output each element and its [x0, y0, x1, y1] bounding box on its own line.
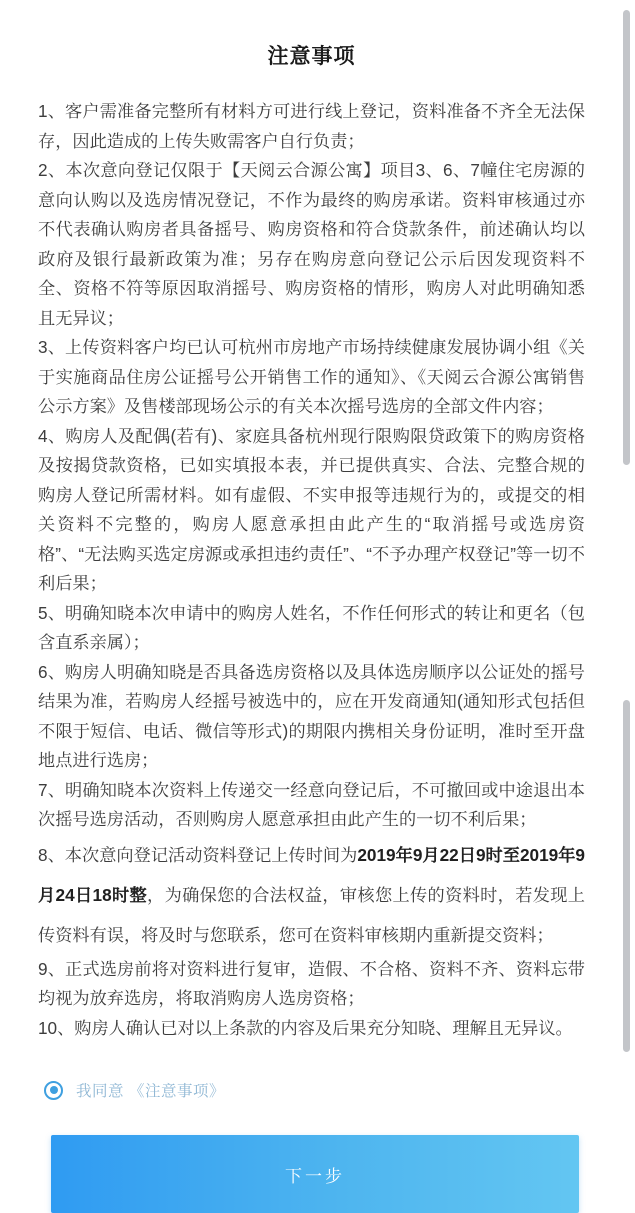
agreement-row[interactable]	[0, 1057, 617, 1101]
term-item: 4、购房人及配偶(若有)、家庭具备杭州现行限购限贷政策下的购房资格及按揭贷款资格，已如实填报本表，并已提供真实、合法、完整合规的购房人登记所需材料。如有虚假、不实申报等违规行为的，或提交的相关资料不完整的，购房人愿意承担由此产生的“取消摇号或选房资格”、“无法购买选定房源或承担违约责任”、“不予办理产权登记”等一切不利后果；	[38, 425, 585, 594]
page-title: 注意事项	[267, 45, 356, 68]
term-item: 9、正式选房前将对资料进行复审，造假、不合格、资料不齐、资料忘带均视为放弃选房，将取消购房人选房资格；	[38, 958, 585, 1009]
agree-label: 我同意	[76, 1083, 125, 1101]
notice-terms-link[interactable]: 《注意事项》	[129, 1083, 226, 1101]
term-item: 2、本次意向登记仅限于【天阅云合源公寓】项目3、6、7幢住宅房源的意向认购以及选房情况登记，不作为最终的购房承诺。资料审核通过亦不代表确认购房者具备摇号、购房资格和符合贷款条件，前述确认均以政府及银行最新政策为准；另存在购房意向登记公示后因发现资料不全、资格不符等原因取消摇号、购房资格的情形，购房人对此明确知悉且无异议；	[38, 160, 585, 328]
term-item: 7、明确知晓本次资料上传递交一经意向登记后，不可撤回或中途退出本次摇号选房活动，否则购房人愿意承担由此产生的一切不利后果；	[38, 779, 585, 830]
term-item-deadline	[38, 835, 585, 955]
term-item: 6、购房人明确知晓是否具备选房资格以及具体选房顺序以公证处的摇号结果为准，若购房人经摇号被选中的，应在开发商通知(通知形式包括但不限于短信、电话、微信等形式)的期限内携相关身份证明，准时至开盘地点进行选房；	[38, 661, 585, 771]
scrollbar-thumb-upper[interactable]	[623, 10, 630, 465]
agree-radio-icon[interactable]	[44, 1081, 63, 1100]
radio-dot-icon	[50, 1086, 58, 1094]
term-8-deadline-date: 2019年9月22日9时至2019年9月24日18时整	[38, 844, 585, 905]
term-8-suffix: ，为确保您的合法权益，审核您上传的资料时，若发现上传资料有误，将及时与您联系，您可在资料审核期内重新提交资料；	[38, 884, 585, 945]
term-item: 1、客户需准备完整所有材料方可进行线上登记，资料准备不齐全无法保存，因此造成的上传失败需客户自行负责；	[38, 101, 585, 151]
term-8-prefix: 8、本次意向登记活动资料登记上传时间为	[38, 844, 358, 865]
term-item: 10、购房人确认已对以上条款的内容及后果充分知晓、理解且无异议。	[38, 1017, 573, 1038]
terms-list	[0, 69, 621, 1043]
scrollbar[interactable]	[623, 0, 630, 1063]
next-step-button[interactable]: 下一步	[51, 1135, 579, 1213]
term-item: 3、上传资料客户均已认可杭州市房地产市场持续健康发展协调小组《关于实施商品住房公证摇号公开销售工作的通知》、《天阅云合源公寓销售公示方案》及售楼部现场公示的有关本次摇号选房的全部文件内容；	[38, 337, 585, 417]
term-item: 5、明确知晓本次申请中的购房人姓名，不作任何形式的转让和更名（包含直系亲属）；	[38, 602, 585, 653]
scrollbar-thumb-lower[interactable]	[623, 700, 630, 1052]
next-button-wrap	[0, 1101, 617, 1213]
